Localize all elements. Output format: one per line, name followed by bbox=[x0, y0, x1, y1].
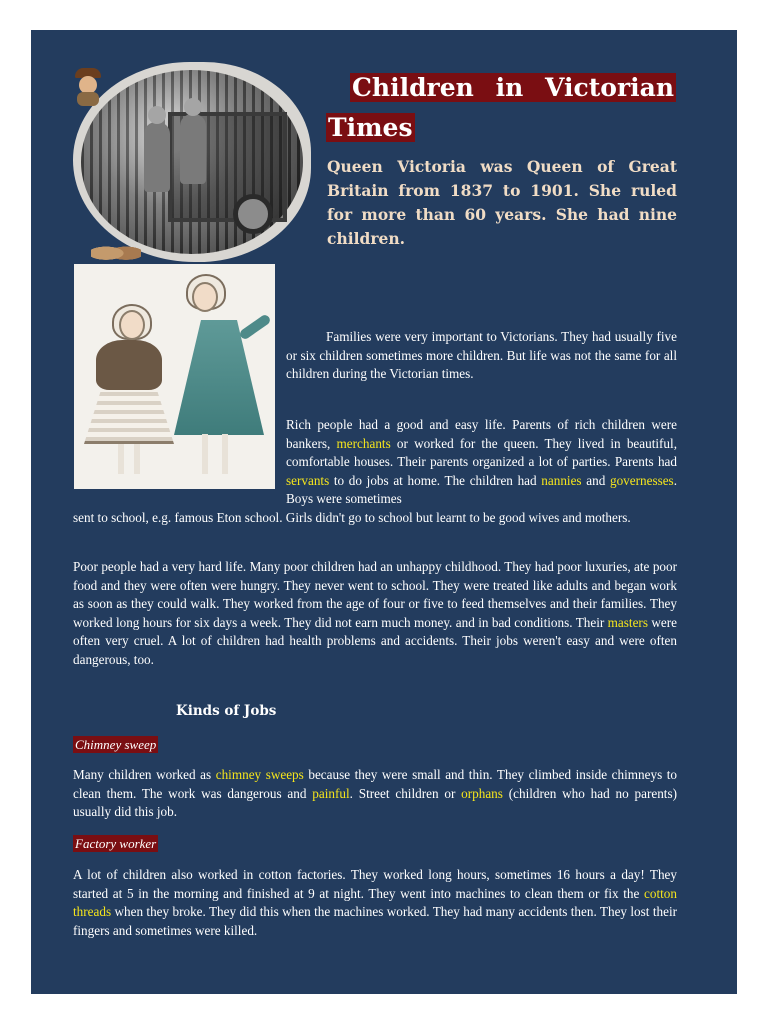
document-page bbox=[31, 30, 737, 994]
boy-figure bbox=[180, 114, 206, 184]
title-line-2: Times bbox=[328, 113, 413, 142]
girl-figure-left bbox=[84, 294, 174, 484]
keyword-painful: painful bbox=[312, 785, 350, 801]
families-paragraph: Families were very important to Victorians. They had usually five or six children sometimes more children. But life was not the same for all children during the Victorian times. bbox=[286, 329, 677, 382]
rich-paragraph-continued: sent to school, e.g. famous Eton school. Girls didn't go to school but learnt to be good wives and mothers. bbox=[73, 510, 631, 525]
keyword-nannies: nannies bbox=[541, 472, 582, 488]
girl-figure-right bbox=[170, 268, 270, 483]
title-line-1: Children in Victorian bbox=[352, 73, 674, 102]
boy-figure bbox=[144, 122, 170, 192]
factory-worker-tag: Factory worker bbox=[75, 836, 157, 851]
feet-decoration bbox=[91, 240, 141, 262]
chimney-sweep-tag: Chimney sweep bbox=[75, 737, 157, 752]
rich-paragraph: Rich people had a good and easy life. Parents of rich children were bankers, merchants or worked for the queen. They lived in beautiful, comfortable houses. Their parents organized a lot of parties. Parents had servants to do jobs at home. The children had nannies and governesses. Boys were sometimes bbox=[286, 417, 677, 507]
victorian-girls-illustration bbox=[74, 264, 275, 489]
page-title bbox=[326, 68, 676, 148]
factory-worker-paragraph: A lot of children also worked in cotton factories. They worked long hours, sometimes 16 hours a day! They started at 5 in the morning and finished at 9 at night. They went into machines to clean them or fix the cotton threads when they broke. They did this when the machines worked. They had many accidents then. They lost their fingers and sometimes were killed. bbox=[73, 867, 677, 938]
chimney-sweep-paragraph: Many children worked as chimney sweeps because they were small and thin. They climbed inside chimneys to clean them. The work was dangerous and painful. Street children or orphans (children who had no parents) usually did this job. bbox=[73, 767, 678, 820]
keyword-masters: masters bbox=[607, 614, 648, 630]
poor-paragraph: Poor people had a very hard life. Many poor children had an unhappy childhood. They had poor luxuries, ate poor food and they were often were hungry. They never went to school. They were treated like adults and began work as soon as they could walk. They worked from the age of four or five to feed themselves and their families. They worked long hours for six days a week. They did not earn much money. and in bad conditions. Their masters were often very cruel. A lot of children had health problems and accidents. Their jobs weren't easy and were often dangerous, too. bbox=[73, 559, 677, 667]
machine-wheel bbox=[233, 194, 273, 234]
keyword-chimney-sweeps: chimney sweeps bbox=[215, 767, 304, 782]
keyword-governesses: governesses bbox=[609, 472, 674, 488]
keyword-cotton-threads: cotton threads bbox=[73, 885, 677, 920]
mill-children-photo bbox=[73, 62, 311, 262]
kinds-of-jobs-heading: Kinds of Jobs bbox=[176, 703, 277, 719]
keyword-merchants: merchants bbox=[336, 435, 391, 451]
keyword-servants: servants bbox=[286, 472, 330, 488]
boy-cap-icon bbox=[71, 68, 105, 106]
keyword-orphans: orphans bbox=[461, 785, 503, 801]
intro-paragraph: Queen Victoria was Queen of Great Britain from 1837 to 1901. She ruled for more than 60 years. She had nine children. bbox=[327, 157, 677, 248]
